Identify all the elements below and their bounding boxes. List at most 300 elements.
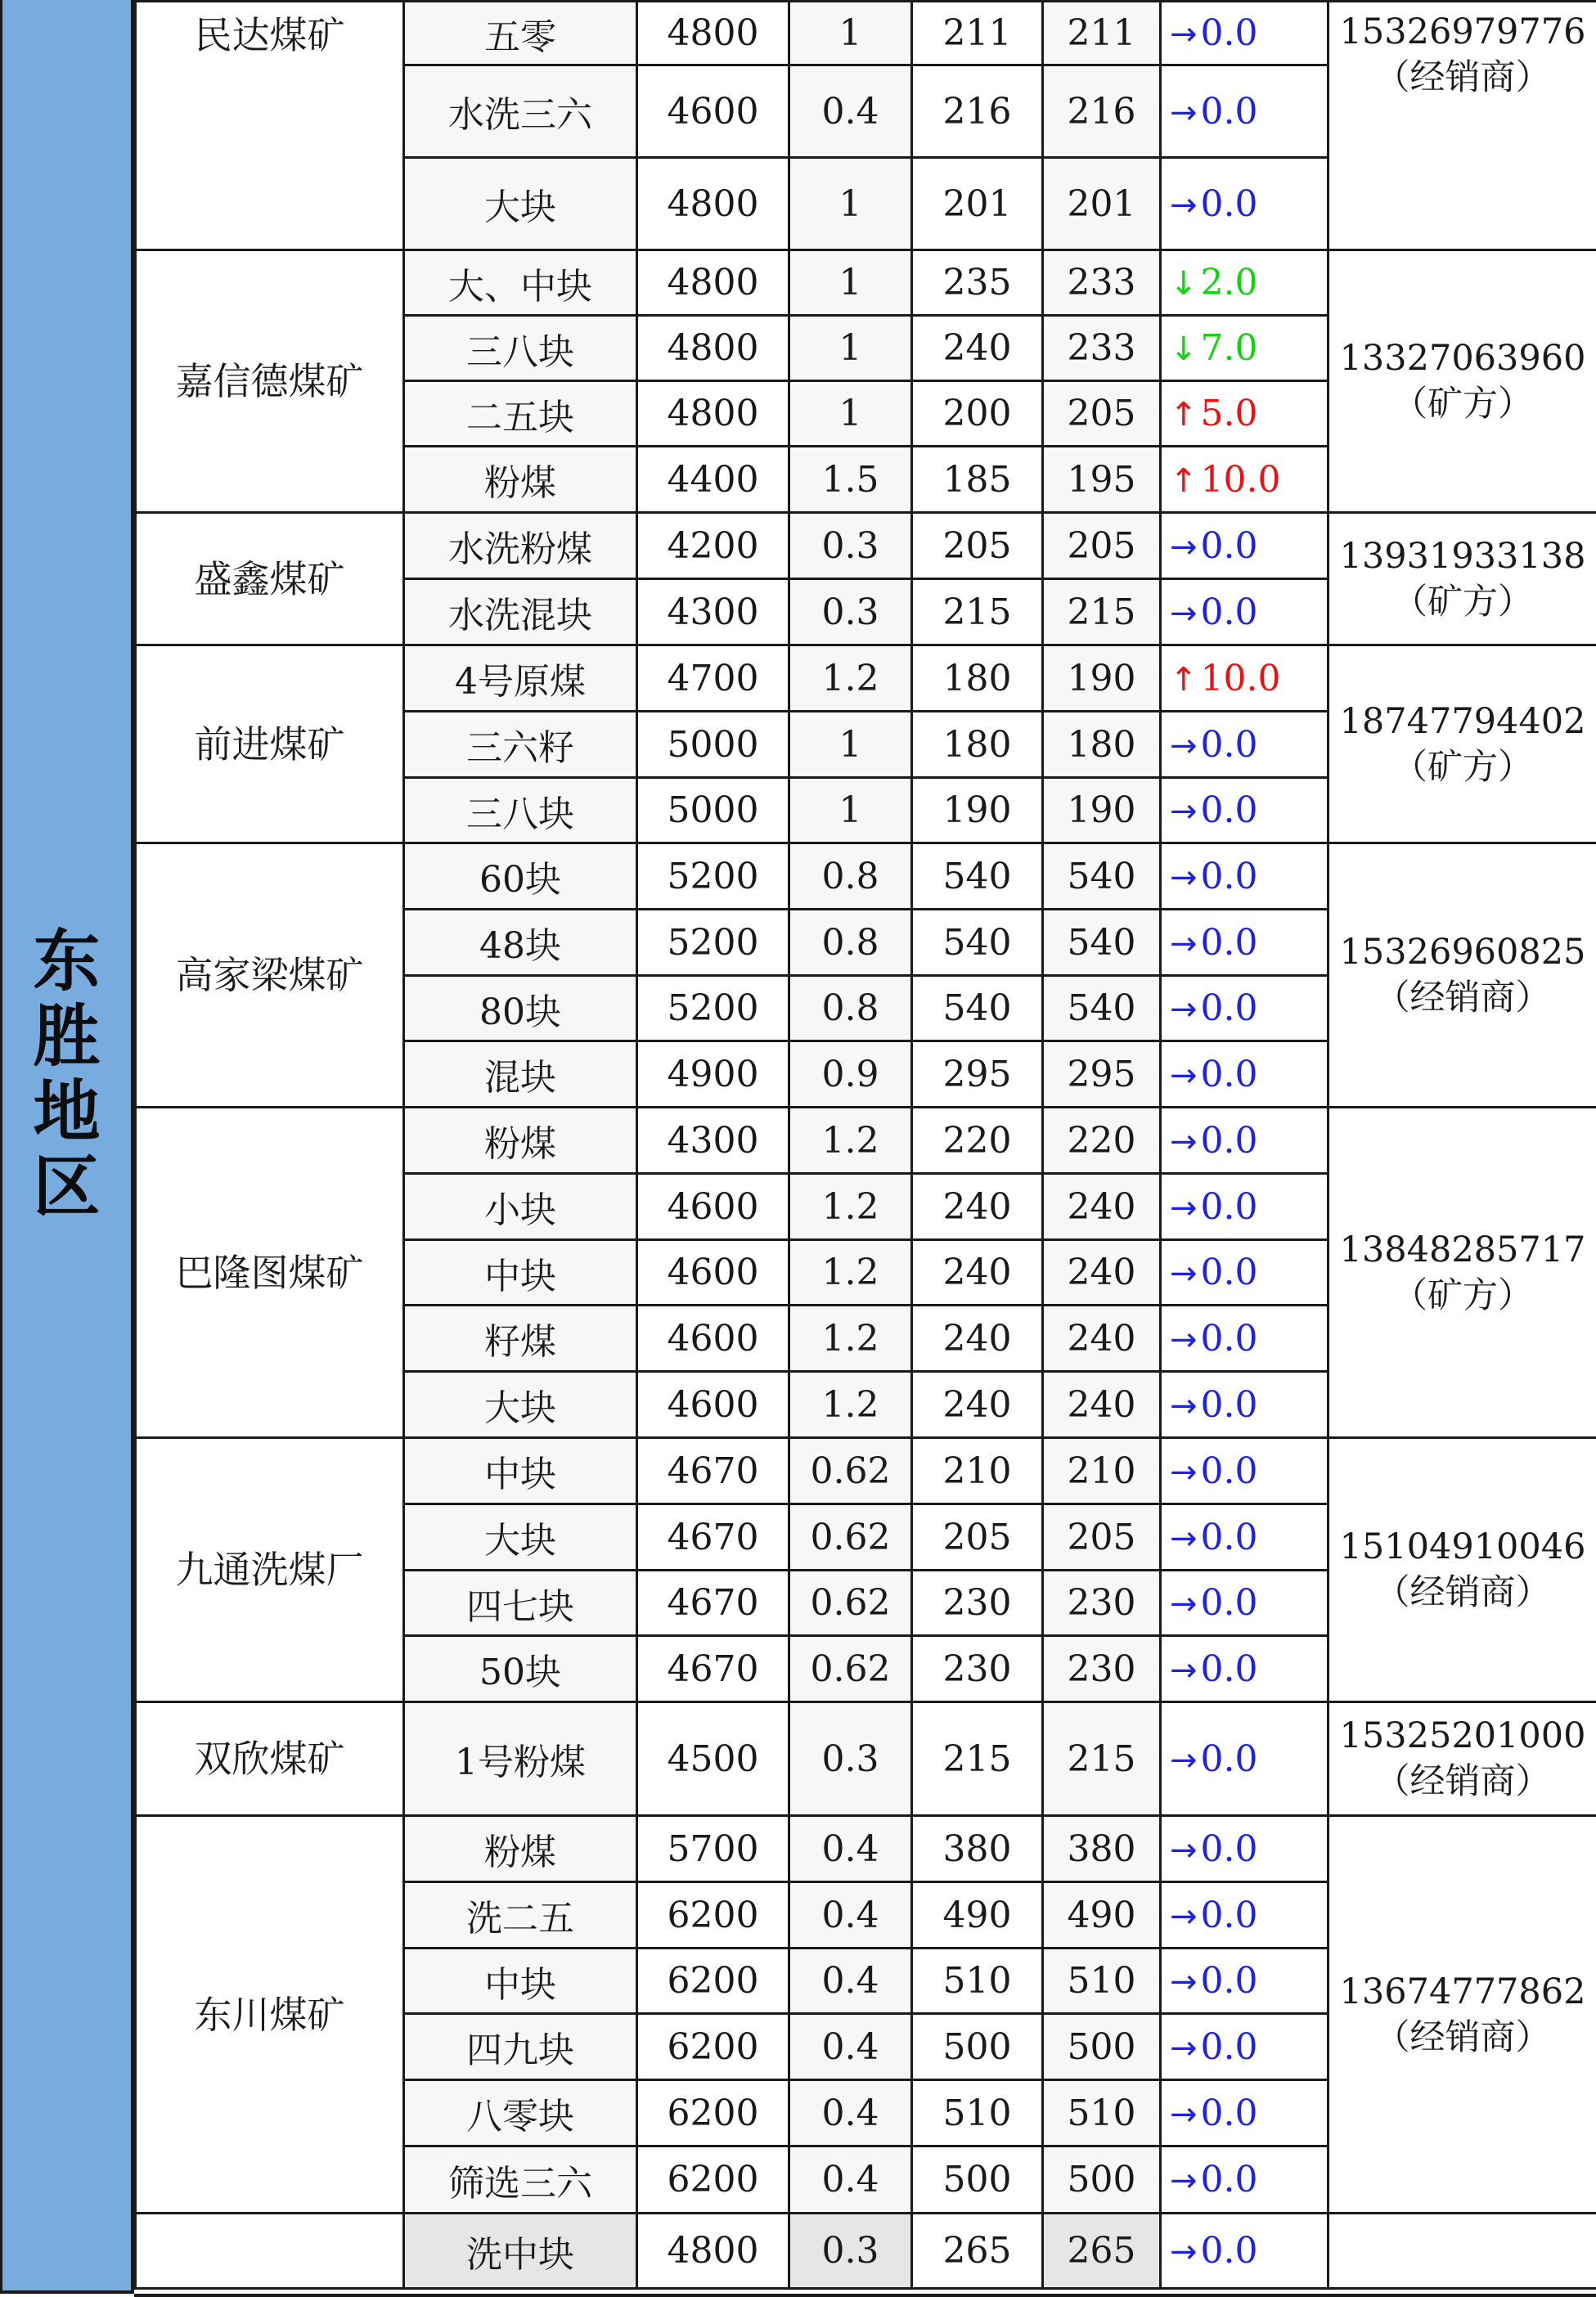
- previous-price-cell: 265: [912, 2214, 1043, 2289]
- product-name-cell: 籽煤: [404, 1306, 637, 1372]
- calorific-value-cell: 4600: [637, 65, 789, 158]
- sulfur-content-cell: 0.4: [789, 1816, 912, 1882]
- price-change-value: 0.0: [1200, 723, 1258, 766]
- price-change-cell: [1161, 579, 1329, 645]
- current-price-cell: 180: [1043, 712, 1161, 778]
- arrow-right-icon: →: [1170, 16, 1198, 53]
- price-change-cell: [1161, 381, 1329, 447]
- product-name-cell: 粉煤: [404, 1816, 637, 1882]
- previous-price-cell: 205: [912, 513, 1043, 579]
- arrow-right-icon: →: [1170, 1831, 1198, 1869]
- current-price-cell: 233: [1043, 316, 1161, 381]
- sulfur-content-cell: 0.62: [789, 1636, 912, 1702]
- calorific-value-cell: 4670: [637, 1438, 789, 1504]
- product-name-cell: 大块: [404, 158, 637, 250]
- sulfur-content-cell: 0.8: [789, 976, 912, 1041]
- current-price-cell: 230: [1043, 1636, 1161, 1702]
- table-row: [136, 1108, 1596, 1174]
- previous-price-cell: 230: [912, 1636, 1043, 1702]
- sulfur-content-cell: 0.8: [789, 843, 912, 910]
- arrow-right-icon: →: [1170, 2029, 1198, 2067]
- previous-price-cell: 205: [912, 1504, 1043, 1571]
- current-price-cell: 540: [1043, 910, 1161, 976]
- contact-phone: 15325201000: [1339, 1715, 1586, 1756]
- arrow-right-icon: →: [1170, 991, 1198, 1028]
- arrow-right-icon: →: [1170, 528, 1198, 566]
- arrow-down-icon: ↓: [1170, 265, 1198, 303]
- arrow-right-icon: →: [1170, 1453, 1198, 1491]
- table-row: [136, 2, 1596, 65]
- price-change-cell: [1161, 1949, 1329, 2014]
- current-price-cell: 233: [1043, 250, 1161, 316]
- previous-price-cell: 216: [912, 65, 1043, 158]
- current-price-cell: 201: [1043, 158, 1161, 250]
- sulfur-content-cell: 0.3: [789, 2214, 912, 2289]
- sulfur-content-cell: 0.3: [789, 513, 912, 579]
- current-price-cell: 240: [1043, 1174, 1161, 1240]
- price-change-cell: [1161, 1438, 1329, 1504]
- product-name-cell: 粉煤: [404, 1108, 637, 1174]
- previous-price-cell: 235: [912, 250, 1043, 316]
- calorific-value-cell: 5200: [637, 843, 789, 910]
- current-price-cell: 190: [1043, 645, 1161, 712]
- price-change-cell: [1161, 2080, 1329, 2146]
- arrow-right-icon: →: [1170, 1519, 1198, 1558]
- price-change-cell: [1161, 976, 1329, 1041]
- arrow-right-icon: →: [1170, 1387, 1198, 1425]
- product-name-cell: 三八块: [404, 778, 637, 843]
- sulfur-content-cell: 1.5: [789, 447, 912, 513]
- current-price-cell: 500: [1043, 2146, 1161, 2214]
- region-label-char: 区: [33, 1148, 101, 1226]
- current-price-cell: 240: [1043, 1372, 1161, 1438]
- current-price-cell: 500: [1043, 2014, 1161, 2080]
- current-price-cell: 215: [1043, 1702, 1161, 1816]
- price-change-cell: [1161, 2214, 1329, 2289]
- previous-price-cell: 500: [912, 2146, 1043, 2214]
- previous-price-cell: 210: [912, 1438, 1043, 1504]
- mine-name-cell: 高家梁煤矿: [136, 843, 404, 1108]
- price-change-cell: [1161, 712, 1329, 778]
- previous-price-cell: 215: [912, 579, 1043, 645]
- previous-price-cell: 540: [912, 843, 1043, 910]
- price-change-cell: [1161, 645, 1329, 712]
- price-change-value: 0.0: [1200, 855, 1258, 897]
- sulfur-content-cell: 0.3: [789, 1702, 912, 1816]
- price-change-cell: [1161, 2014, 1329, 2080]
- contact-cell: [1329, 2, 1596, 250]
- price-change-value: 7.0: [1200, 327, 1258, 369]
- product-name-cell: 大、中块: [404, 250, 637, 316]
- current-price-cell: 265: [1043, 2214, 1161, 2289]
- price-change-cell: [1161, 513, 1329, 579]
- product-name-cell: 洗中块: [404, 2214, 637, 2289]
- price-change-value: 0.0: [1200, 2159, 1258, 2200]
- previous-price-cell: 240: [912, 1372, 1043, 1438]
- region-band: [0, 0, 134, 2294]
- contact-role: （矿方）: [1392, 384, 1533, 425]
- price-change-cell: [1161, 843, 1329, 910]
- price-change-cell: [1161, 2146, 1329, 2214]
- previous-price-cell: 240: [912, 1306, 1043, 1372]
- current-price-cell: 510: [1043, 2080, 1161, 2146]
- price-change-value: 0.0: [1200, 2230, 1258, 2272]
- product-name-cell: 4号原煤: [404, 645, 637, 712]
- sulfur-content-cell: 0.62: [789, 1438, 912, 1504]
- table-row: [136, 2214, 1596, 2289]
- current-price-cell: 195: [1043, 447, 1161, 513]
- product-name-cell: 中块: [404, 1438, 637, 1504]
- product-name-cell: 水洗混块: [404, 579, 637, 645]
- current-price-cell: 490: [1043, 1882, 1161, 1949]
- price-change-value: 0.0: [1200, 591, 1258, 633]
- price-change-cell: [1161, 1174, 1329, 1240]
- price-change-value: 0.0: [1200, 1894, 1258, 1936]
- previous-price-cell: 180: [912, 645, 1043, 712]
- table-row: [136, 843, 1596, 910]
- current-price-cell: 216: [1043, 65, 1161, 158]
- price-change-value: 0.0: [1200, 1119, 1258, 1162]
- contact-role: （经销商）: [1374, 1572, 1551, 1613]
- price-change-value: 0.0: [1200, 12, 1258, 54]
- contact-phone: 13327063960: [1339, 338, 1586, 379]
- sulfur-content-cell: 1: [789, 316, 912, 381]
- contact-cell: [1329, 1438, 1596, 1702]
- calorific-value-cell: 6200: [637, 2080, 789, 2146]
- price-change-cell: [1161, 1882, 1329, 1949]
- arrow-right-icon: →: [1170, 726, 1198, 765]
- contact-role: （经销商）: [1374, 978, 1551, 1018]
- price-change-cell: [1161, 250, 1329, 316]
- price-change-value: 0.0: [1200, 524, 1258, 567]
- calorific-value-cell: 4800: [637, 2214, 789, 2289]
- region-label-char: 胜: [33, 998, 101, 1076]
- price-change-cell: [1161, 1636, 1329, 1702]
- product-name-cell: 混块: [404, 1041, 637, 1108]
- contact-phone: 15326979776: [1339, 11, 1586, 52]
- price-change-value: 0.0: [1200, 1053, 1258, 1095]
- current-price-cell: 540: [1043, 843, 1161, 910]
- product-name-cell: 50块: [404, 1636, 637, 1702]
- contact-phone: 13674777862: [1339, 1971, 1586, 2012]
- sulfur-content-cell: 0.4: [789, 65, 912, 158]
- table-row: [136, 1816, 1596, 1882]
- previous-price-cell: 230: [912, 1571, 1043, 1636]
- sulfur-content-cell: 0.4: [789, 2014, 912, 2080]
- calorific-value-cell: 4600: [637, 1240, 789, 1306]
- price-change-cell: [1161, 1816, 1329, 1882]
- arrow-right-icon: →: [1170, 924, 1198, 963]
- product-name-cell: 中块: [404, 1949, 637, 2014]
- price-change-value: 0.0: [1200, 1450, 1258, 1492]
- contact-phone: 13931933138: [1339, 535, 1586, 577]
- sulfur-content-cell: 1: [789, 158, 912, 250]
- price-change-cell: [1161, 1571, 1329, 1636]
- calorific-value-cell: 4800: [637, 316, 789, 381]
- price-change-cell: [1161, 910, 1329, 976]
- price-change-value: 0.0: [1200, 2092, 1258, 2134]
- sulfur-content-cell: 1: [789, 778, 912, 843]
- sulfur-content-cell: 1.2: [789, 1306, 912, 1372]
- contact-phone: 18747794402: [1339, 700, 1586, 742]
- arrow-right-icon: →: [1170, 1963, 1198, 2001]
- price-change-value: 5.0: [1200, 393, 1258, 434]
- price-change-value: 0.0: [1200, 1737, 1258, 1780]
- price-change-value: 0.0: [1200, 1582, 1258, 1624]
- current-price-cell: 210: [1043, 1438, 1161, 1504]
- sulfur-content-cell: 0.62: [789, 1571, 912, 1636]
- sulfur-content-cell: 1: [789, 250, 912, 316]
- sulfur-content-cell: 1: [789, 2, 912, 65]
- previous-price-cell: 240: [912, 1174, 1043, 1240]
- contact-role: （经销商）: [1374, 57, 1551, 98]
- product-name-cell: 水洗三六: [404, 65, 637, 158]
- product-name-cell: 60块: [404, 843, 637, 910]
- mine-name-cell: 嘉信德煤矿: [136, 250, 404, 513]
- current-price-cell: 205: [1043, 381, 1161, 447]
- calorific-value-cell: 4700: [637, 645, 789, 712]
- product-name-cell: 小块: [404, 1174, 637, 1240]
- product-name-cell: 大块: [404, 1372, 637, 1438]
- arrow-down-icon: ↓: [1170, 330, 1198, 368]
- price-change-cell: [1161, 1240, 1329, 1306]
- mine-name-cell: [136, 2214, 404, 2289]
- calorific-value-cell: 4900: [637, 1041, 789, 1108]
- price-change-value: 0.0: [1200, 921, 1258, 964]
- price-change-value: 0.0: [1200, 987, 1258, 1029]
- calorific-value-cell: 4670: [637, 1636, 789, 1702]
- table-row: [136, 250, 1596, 316]
- calorific-value-cell: 6200: [637, 2014, 789, 2080]
- previous-price-cell: 500: [912, 2014, 1043, 2080]
- price-change-value: 0.0: [1200, 1516, 1258, 1558]
- arrow-up-icon: ↑: [1170, 396, 1198, 434]
- table-row: [136, 513, 1596, 579]
- sulfur-content-cell: 1.2: [789, 1372, 912, 1438]
- sulfur-content-cell: 1.2: [789, 1174, 912, 1240]
- price-change-cell: [1161, 778, 1329, 843]
- product-name-cell: 四七块: [404, 1571, 637, 1636]
- mine-name-cell: 前进煤矿: [136, 645, 404, 843]
- calorific-value-cell: 6200: [637, 1949, 789, 2014]
- contact-role: （矿方）: [1392, 1274, 1533, 1316]
- contact-cell: [1329, 1816, 1596, 2214]
- arrow-right-icon: →: [1170, 1585, 1198, 1623]
- product-name-cell: 大块: [404, 1504, 637, 1571]
- previous-price-cell: 215: [912, 1702, 1043, 1816]
- price-change-cell: [1161, 158, 1329, 250]
- previous-price-cell: 201: [912, 158, 1043, 250]
- calorific-value-cell: 4600: [637, 1306, 789, 1372]
- previous-price-cell: 185: [912, 447, 1043, 513]
- sulfur-content-cell: 0.8: [789, 910, 912, 976]
- current-price-cell: 380: [1043, 1816, 1161, 1882]
- price-change-value: 0.0: [1200, 1827, 1258, 1870]
- price-change-value: 10.0: [1200, 458, 1281, 501]
- region-label: [2, 924, 131, 1225]
- product-name-cell: 八零块: [404, 2080, 637, 2146]
- calorific-value-cell: 4800: [637, 2, 789, 65]
- contact-role: （矿方）: [1392, 581, 1533, 623]
- previous-price-cell: 510: [912, 2080, 1043, 2146]
- calorific-value-cell: 4670: [637, 1571, 789, 1636]
- product-name-cell: 洗二五: [404, 1882, 637, 1949]
- price-change-cell: [1161, 1702, 1329, 1816]
- arrow-right-icon: →: [1170, 1741, 1198, 1779]
- price-change-value: 0.0: [1200, 789, 1258, 831]
- mine-name-cell: 盛鑫煤矿: [136, 513, 404, 645]
- calorific-value-cell: 4600: [637, 1372, 789, 1438]
- calorific-value-cell: 4800: [637, 250, 789, 316]
- calorific-value-cell: 4800: [637, 381, 789, 447]
- price-change-value: 0.0: [1200, 1383, 1258, 1426]
- calorific-value-cell: 4800: [637, 158, 789, 250]
- price-change-value: 0.0: [1200, 1252, 1258, 1293]
- calorific-value-cell: 4300: [637, 579, 789, 645]
- sulfur-content-cell: 1: [789, 712, 912, 778]
- arrow-right-icon: →: [1170, 594, 1198, 632]
- sulfur-content-cell: 1.2: [789, 645, 912, 712]
- product-name-cell: 1号粉煤: [404, 1702, 637, 1816]
- calorific-value-cell: 5200: [637, 976, 789, 1041]
- arrow-right-icon: →: [1170, 2162, 1198, 2200]
- table-row: [136, 1438, 1596, 1504]
- calorific-value-cell: 6200: [637, 1882, 789, 1949]
- current-price-cell: 215: [1043, 579, 1161, 645]
- sulfur-content-cell: 1.2: [789, 1240, 912, 1306]
- price-change-cell: [1161, 447, 1329, 513]
- arrow-right-icon: →: [1170, 186, 1198, 224]
- current-price-cell: 190: [1043, 778, 1161, 843]
- arrow-right-icon: →: [1170, 1897, 1198, 1935]
- previous-price-cell: 180: [912, 712, 1043, 778]
- sulfur-content-cell: 1: [789, 381, 912, 447]
- price-change-cell: [1161, 1108, 1329, 1174]
- arrow-right-icon: →: [1170, 1651, 1198, 1689]
- previous-price-cell: 211: [912, 2, 1043, 65]
- price-change-cell: [1161, 1306, 1329, 1372]
- arrow-right-icon: →: [1170, 93, 1198, 132]
- product-name-cell: 中块: [404, 1240, 637, 1306]
- calorific-value-cell: 4400: [637, 447, 789, 513]
- previous-price-cell: 380: [912, 1816, 1043, 1882]
- contact-cell: [1329, 843, 1596, 1108]
- price-change-cell: [1161, 65, 1329, 158]
- contact-phone: 13848285717: [1339, 1229, 1586, 1270]
- previous-price-cell: 190: [912, 778, 1043, 843]
- price-change-value: 0.0: [1200, 1317, 1258, 1360]
- sulfur-content-cell: 0.4: [789, 2080, 912, 2146]
- contact-phone: 15326960825: [1339, 932, 1586, 973]
- price-change-cell: [1161, 2, 1329, 65]
- region-label-char: 东: [33, 923, 101, 1000]
- calorific-value-cell: 4670: [637, 1504, 789, 1571]
- price-change-value: 2.0: [1200, 262, 1258, 303]
- previous-price-cell: 510: [912, 1949, 1043, 2014]
- product-name-cell: 三六籽: [404, 712, 637, 778]
- product-name-cell: 粉煤: [404, 447, 637, 513]
- calorific-value-cell: 4500: [637, 1702, 789, 1816]
- current-price-cell: 211: [1043, 2, 1161, 65]
- current-price-cell: 240: [1043, 1240, 1161, 1306]
- mine-name-cell: 双欣煤矿: [136, 1702, 404, 1816]
- product-name-cell: 48块: [404, 910, 637, 976]
- price-change-cell: [1161, 316, 1329, 381]
- product-name-cell: 筛选三六: [404, 2146, 637, 2214]
- table-row: [136, 645, 1596, 712]
- contact-role: （经销商）: [1374, 1761, 1551, 1802]
- current-price-cell: 230: [1043, 1571, 1161, 1636]
- coal-price-table: [134, 0, 1596, 2290]
- arrow-right-icon: →: [1170, 1122, 1198, 1161]
- arrow-right-icon: →: [1170, 793, 1198, 830]
- arrow-up-icon: ↑: [1170, 461, 1198, 500]
- arrow-right-icon: →: [1170, 1056, 1198, 1095]
- contact-role: （矿方）: [1392, 746, 1533, 788]
- sulfur-content-cell: 0.9: [789, 1041, 912, 1108]
- calorific-value-cell: 4600: [637, 1174, 789, 1240]
- current-price-cell: 295: [1043, 1041, 1161, 1108]
- price-change-value: 0.0: [1200, 90, 1258, 133]
- arrow-right-icon: →: [1170, 2233, 1198, 2271]
- calorific-value-cell: 5000: [637, 778, 789, 843]
- previous-price-cell: 240: [912, 316, 1043, 381]
- price-change-cell: [1161, 1372, 1329, 1438]
- arrow-right-icon: →: [1170, 1320, 1198, 1359]
- calorific-value-cell: 5200: [637, 910, 789, 976]
- previous-price-cell: 200: [912, 381, 1043, 447]
- arrow-right-icon: →: [1170, 2095, 1198, 2133]
- sulfur-content-cell: 0.62: [789, 1504, 912, 1571]
- product-name-cell: 三八块: [404, 316, 637, 381]
- current-price-cell: 220: [1043, 1108, 1161, 1174]
- previous-price-cell: 540: [912, 910, 1043, 976]
- contact-cell: [1329, 513, 1596, 645]
- arrow-right-icon: →: [1170, 1189, 1198, 1227]
- previous-price-cell: 240: [912, 1240, 1043, 1306]
- price-change-value: 0.0: [1200, 1647, 1258, 1690]
- contact-role: （经销商）: [1374, 2016, 1551, 2058]
- calorific-value-cell: 4200: [637, 513, 789, 579]
- product-name-cell: 80块: [404, 976, 637, 1041]
- product-name-cell: 水洗粉煤: [404, 513, 637, 579]
- sulfur-content-cell: 0.4: [789, 2146, 912, 2214]
- current-price-cell: 205: [1043, 513, 1161, 579]
- current-price-cell: 540: [1043, 976, 1161, 1041]
- sulfur-content-cell: 1.2: [789, 1108, 912, 1174]
- arrow-right-icon: →: [1170, 858, 1198, 897]
- price-change-value: 10.0: [1200, 657, 1281, 699]
- contact-cell: [1329, 1702, 1596, 1816]
- contact-phone: 15104910046: [1339, 1526, 1586, 1567]
- price-change-cell: [1161, 1504, 1329, 1571]
- contact-cell: [1329, 645, 1596, 843]
- contact-cell: [1329, 2214, 1596, 2289]
- arrow-right-icon: →: [1170, 1255, 1198, 1292]
- bottom-rule: [134, 2294, 1596, 2297]
- previous-price-cell: 295: [912, 1041, 1043, 1108]
- sulfur-content-cell: 0.4: [789, 1882, 912, 1949]
- price-change-value: 0.0: [1200, 2025, 1258, 2068]
- sulfur-content-cell: 0.3: [789, 579, 912, 645]
- price-change-cell: [1161, 1041, 1329, 1108]
- current-price-cell: 205: [1043, 1504, 1161, 1571]
- mine-name-cell: 巴隆图煤矿: [136, 1108, 404, 1438]
- product-name-cell: 五零: [404, 2, 637, 65]
- price-change-value: 0.0: [1200, 1185, 1258, 1228]
- previous-price-cell: 490: [912, 1882, 1043, 1949]
- calorific-value-cell: 5000: [637, 712, 789, 778]
